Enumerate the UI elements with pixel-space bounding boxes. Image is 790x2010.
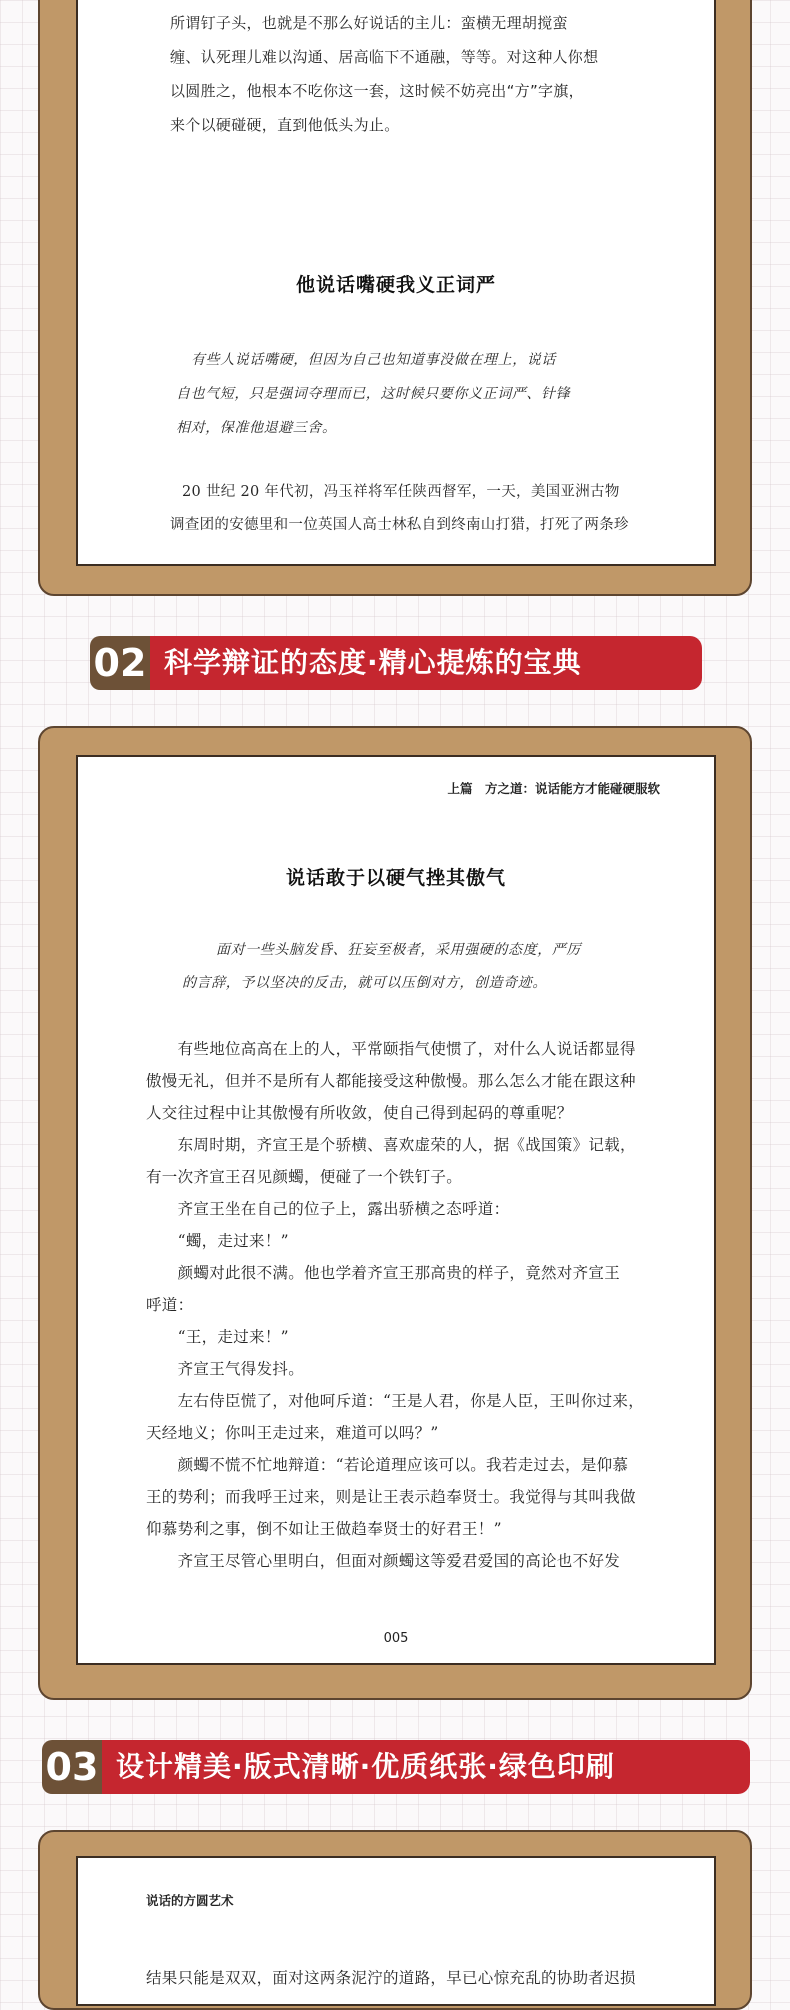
text-line: 20 世纪 20 年代初，冯玉祥将军任陕西督军，一天，美国亚洲古物 <box>182 484 620 500</box>
feature-banner-03 <box>42 1740 750 1794</box>
banner-number: 03 <box>42 1740 102 1794</box>
text-line: 缠、认死理儿难以沟通、居高临下不通融，等等。对这种人你想 <box>170 48 599 66</box>
book-frame-3 <box>38 1830 752 2010</box>
text-line: “王，走过来！” <box>146 1328 289 1346</box>
text-line: 结果只能是双双，面对这两条泥泞的道路，早已心惊充乱的协助者迟损 <box>146 1969 636 1987</box>
text-line: 自也气短，只是强词夺理而已，这时候只要你义正词严、针锋 <box>176 386 571 402</box>
text-line: 齐宣王尽管心里明白，但面对颜蠋这等爱君爱国的高论也不好发 <box>146 1552 621 1570</box>
book-page-3 <box>76 1856 716 2006</box>
text-line: 左右侍臣慌了，对他呵斥道：“王是人君，你是人臣，王叫你过来， <box>146 1392 645 1410</box>
text-line: 人交往过程中让其傲慢有所收敛，使自己得到起码的尊重呢？ <box>146 1104 573 1122</box>
text-line: 东周时期，齐宣王是个骄横、喜欢虚荣的人，据《战国策》记载， <box>146 1136 636 1154</box>
book-page-2 <box>76 755 716 1665</box>
text-line: 相对，保准他退避三舍。 <box>176 420 337 436</box>
text-line: 有些人说话嘴硬，但因为自己也知道事没做在理上，说话 <box>191 352 556 368</box>
text-line: 齐宣王气得发抖。 <box>146 1360 305 1378</box>
feature-banner-02 <box>90 636 702 690</box>
text-line: 以圆胜之，他根本不吃你这一套，这时候不妨亮出“方”字旗， <box>170 82 584 100</box>
text-line: 傲慢无礼，但并不是所有人都能接受这种傲慢。那么怎么才能在跟这种 <box>146 1072 636 1090</box>
text-line: 颜蠋不慌不忙地辩道：“若论道理应该可以。我若走过去，是仰慕 <box>146 1456 629 1474</box>
running-header: 说话的方圆艺术 <box>146 1893 234 1908</box>
text-line: 所谓钉子头，也就是不那么好说话的主儿：蛮横无理胡搅蛮 <box>170 14 568 32</box>
text-line: 有一次齐宣王召见颜蠋，便碰了一个铁钉子。 <box>146 1168 463 1186</box>
text-line: 王的势利；而我呼王过来，则是让王表示趋奉贤士。我觉得与其叫我做 <box>146 1488 636 1506</box>
text-line: 呼道： <box>146 1296 194 1314</box>
text-line: 来个以硬碰硬，直到他低头为止。 <box>170 116 400 134</box>
text-line: 仰慕势利之事，倒不如让王做趋奉贤士的好君王！” <box>146 1520 502 1538</box>
section-heading: 他说话嘴硬我义正词严 <box>295 274 496 296</box>
text-line: “蠋，走过来！” <box>146 1232 289 1250</box>
text-line: 齐宣王坐在自己的位子上，露出骄横之态呼道： <box>146 1200 510 1218</box>
banner-text: 设计精美·版式清晰·优质纸张·绿色印刷 <box>102 1740 750 1794</box>
text-line: 天经地义；你叫王走过来，难道可以吗？” <box>146 1424 439 1442</box>
text-line: 调查团的安德里和一位英国人高士林私自到终南山打猎，打死了两条珍 <box>170 517 629 533</box>
text-line: 有些地位高高在上的人，平常颐指气使惯了，对什么人说话都显得 <box>146 1040 636 1058</box>
banner-text: 科学辩证的态度·精心提炼的宝典 <box>150 636 702 690</box>
banner-number: 02 <box>90 636 150 690</box>
page-number: 005 <box>383 1631 409 1646</box>
book-page-1 <box>76 0 716 566</box>
book-frame-2 <box>38 726 752 1700</box>
book-frame-1 <box>38 0 752 596</box>
text-line: 的言辞，予以坚决的反击，就可以压倒对方，创造奇迹。 <box>182 975 547 991</box>
text-line: 面对一些头脑发昏、狂妄至极者，采用强硬的态度，严厉 <box>216 942 581 958</box>
text-line: 颜蠋对此很不满。他也学着齐宣王那高贵的样子，竟然对齐宣王 <box>146 1264 621 1282</box>
section-heading: 说话敢于以硬气挫其傲气 <box>285 867 506 889</box>
running-header: 上篇 方之道：说话能方才能碰硬服软 <box>447 781 660 796</box>
